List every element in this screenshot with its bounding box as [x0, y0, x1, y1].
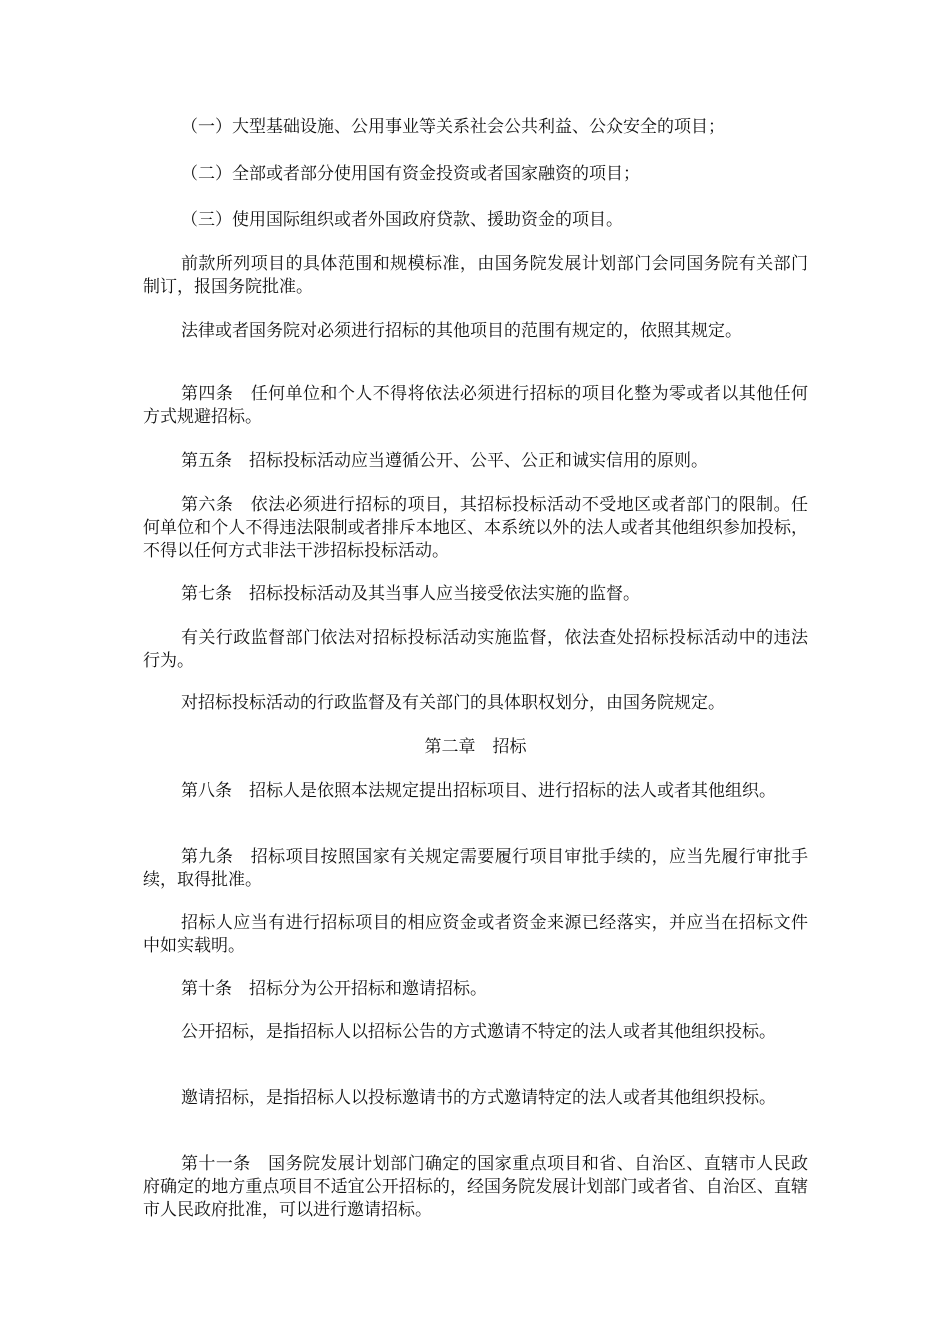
article-7: 第七条 招标投标活动及其当事人应当接受依法实施的监督。 [181, 584, 640, 604]
article-5: 第五条 招标投标活动应当遵循公开、公平、公正和诚实信用的原则。 [181, 451, 708, 471]
paragraph-invited-tender: 邀请招标，是指招标人以投标邀请书的方式邀请特定的法人或者其他组织投标。 [181, 1088, 776, 1108]
paragraph-item-3: （三）使用国际组织或者外国政府贷款、援助资金的项目。 [181, 210, 623, 230]
paragraph-item-1: （一）大型基础设施、公用事业等关系社会公共利益、公众安全的项目； [181, 117, 725, 137]
article-6: 第六条 依法必须进行招标的项目，其招标投标活动不受地区或者部门的限制。任何单位和个人不得违法限制或者排斥本地区、本系统以外的法人或者其他组织参加投标，不得以任何方式非法干涉招标投标活动。 [143, 495, 808, 561]
article-10: 第十条 招标分为公开招标和邀请招标。 [181, 979, 487, 999]
article-11: 第十一条 国务院发展计划部门确定的国家重点项目和省、自治区、直辖市人民政府确定的地方重点项目不适宜公开招标的，经国务院发展计划部门或者省、自治区、直辖市人民政府批准，可以进行邀请招标。 [143, 1154, 808, 1220]
chapter-title: 第二章 招标 [424, 737, 527, 757]
paragraph-open-tender: 公开招标，是指招标人以招标公告的方式邀请不特定的法人或者其他组织投标。 [181, 1022, 776, 1042]
article-4: 第四条 任何单位和个人不得将依法必须进行招标的项目化整为零或者以其他任何方式规避招标。 [143, 384, 808, 427]
paragraph-scope: 前款所列项目的具体范围和规模标准，由国务院发展计划部门会同国务院有关部门制订，报国务院批准。 [143, 254, 808, 297]
paragraph-funding: 招标人应当有进行招标项目的相应资金或者资金来源已经落实，并应当在招标文件中如实载明。 [143, 913, 808, 956]
article-9: 第九条 招标项目按照国家有关规定需要履行项目审批手续的，应当先履行审批手续，取得批准。 [143, 847, 808, 890]
paragraph-supervision-division: 对招标投标活动的行政监督及有关部门的具体职权划分，由国务院规定。 [181, 693, 725, 713]
paragraph-supervision: 有关行政监督部门依法对招标投标活动实施监督，依法查处招标投标活动中的违法行为。 [143, 628, 808, 671]
paragraph-law-scope: 法律或者国务院对必须进行招标的其他项目的范围有规定的，依照其规定。 [181, 321, 742, 341]
article-8: 第八条 招标人是依照本法规定提出招标项目、进行招标的法人或者其他组织。 [181, 781, 776, 801]
paragraph-item-2: （二）全部或者部分使用国有资金投资或者国家融资的项目； [181, 164, 640, 184]
